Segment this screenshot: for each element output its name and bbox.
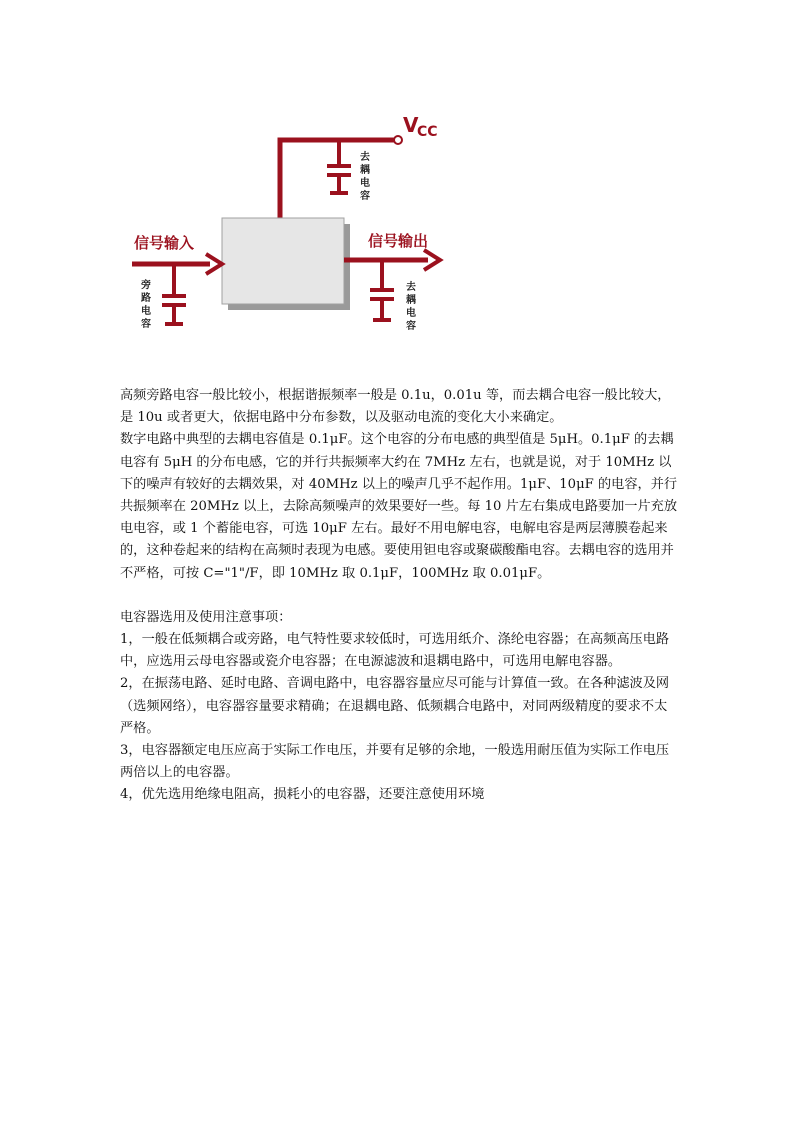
precaution-item-1: 1，一般在低频耦合或旁路，电气特性要求较低时，可选用纸介、涤纶电容器；在高频高压电路中，应选用云母电容器或瓷介电容器；在电源滤波和退耦电路中，可选用电解电容器。 — [120, 632, 670, 670]
paragraph-bypass-vs-decoupling: 高频旁路电容一般比较小，根据谐振频率一般是 0.1u，0.01u 等，而去耦合电容一般比较大，是 10u 或者更大，依据电路中分布参数，以及驱动电流的变化大小来确定。 — [120, 388, 671, 426]
signal-input-label: 信号输入 — [134, 234, 195, 252]
vcc-sub-label: CC — [417, 124, 438, 140]
document-body — [120, 385, 680, 807]
paragraph-spacer — [120, 585, 680, 607]
precaution-item-2: 2，在振荡电路、延时电路、音调电路中，电容器容量应尽可能与计算值一致。在各种滤波及网（选频网络），电容器容量要求精确；在退耦电路、低频耦合电路中，对同两级精度的要求不太严格。 — [120, 676, 670, 736]
section-heading-precautions: 电容器选用及使用注意事项： — [120, 609, 292, 625]
decouple-right-char-3: 电 — [406, 308, 416, 319]
paragraph-typical-decoupling: 数字电路中典型的去耦电容值是 0.1μF。这个电容的分布电感的典型值是 5μH。0.1μF 的去耦电容有 5μH 的分布电感，它的并行共振频率大约在 7MHz 左右，也就是说，对于 10MHz 以下的噪声有较好的去耦效果，对 40MHz 以上的噪声几乎不起作用。1μF、10μF 的电容，并行共振频率在 20MHz 以上，去除高频噪声的效果要好一些。每 10 片左右集成电路要加一片充放电电容，或 1 个蓄能电容，可选 10μF 左右。最好不用电解电容，电解电容是两层薄膜卷起来的，这种卷起来的结构在高频时表现为电感。要使用钽电容或聚碳酸酯电容。去耦电容的选用并不严格，可按 C="1"/F，即 10MHz 取 0.1μF，100MHz 取 0.01μF。 — [120, 432, 678, 581]
precaution-item-3: 3，电容器额定电压应高于实际工作电压，并要有足够的余地，一般选用耐压值为实际工作电压两倍以上的电容器。 — [120, 743, 670, 781]
bypass-char-2: 路 — [141, 293, 151, 304]
bypass-char-1: 旁 — [141, 280, 151, 291]
decoupling-capacitor-right — [370, 260, 394, 320]
decoupling-capacitor-top — [327, 140, 351, 193]
decouple-right-char-4: 容 — [406, 321, 416, 332]
vcc-terminal — [394, 136, 402, 144]
vcc-label: V — [403, 113, 419, 137]
decouple-top-char-1: 去 — [360, 152, 370, 163]
circuit-diagram-svg — [110, 100, 450, 340]
decouple-right-char-1: 去 — [406, 282, 416, 293]
decouple-top-char-2: 耦 — [360, 165, 370, 176]
decouple-top-char-4: 容 — [360, 191, 370, 202]
bypass-capacitor — [162, 264, 186, 324]
ic-box — [222, 218, 344, 304]
decouple-top-char-3: 电 — [360, 178, 370, 189]
decouple-right-char-2: 耦 — [406, 295, 416, 306]
precaution-item-4: 4，优先选用绝缘电阻高，损耗小的电容器，还要注意使用环境 — [120, 787, 485, 803]
bypass-char-3: 电 — [141, 306, 151, 317]
decoupling-bypass-diagram — [110, 100, 450, 340]
bypass-char-4: 容 — [141, 319, 151, 330]
signal-output-label: 信号输出 — [368, 232, 429, 250]
